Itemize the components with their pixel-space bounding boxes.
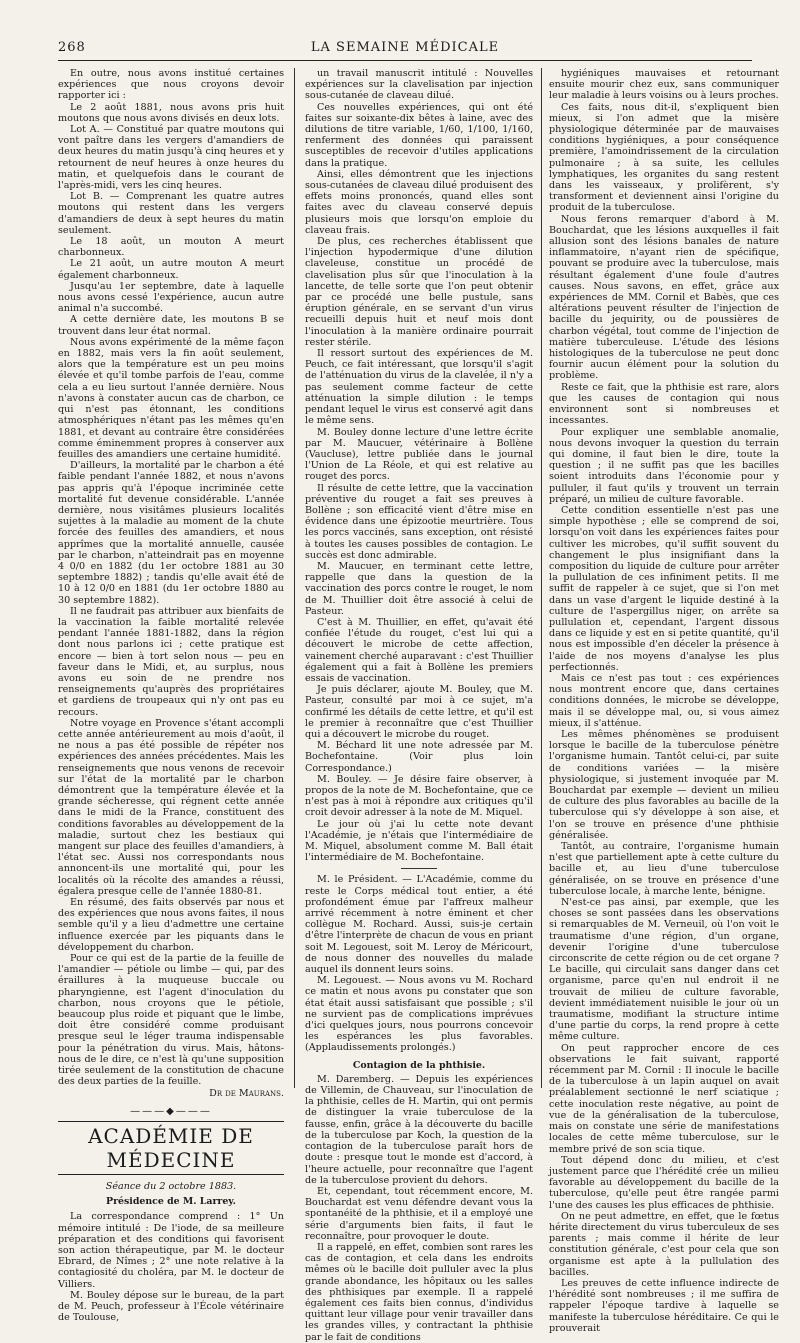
paragraph: Jusqu'au 1er septembre, date à laquelle nous avons cessé l'expérience, aucun autre animal n'a succombé. (58, 280, 284, 315)
author-signature: Dr de Maurans. (209, 1088, 284, 1100)
paragraph: Le jour où j'ai lu cette note devant l'Académie, je n'étais que l'intermédiaire de M. Miquel, absolument comme M. Ball était l'intermédiaire de M. Bochefontaine. (305, 818, 533, 864)
paragraph: M. Bouley dépose sur le bureau, de la part de M. Peuch, professeur à l'École vétérinaire de Toulouse, (58, 1289, 284, 1324)
paragraph: Le 21 août, un autre mouton A meurt également charbonneux. (58, 258, 284, 281)
paragraph: Reste ce fait, que la phthisie est rare, alors que les causes de contagion qui nous environnent sont si nombreuses et incessantes. (549, 381, 779, 427)
paragraph: En outre, nous avons institué certaines expériences que nous croyons devoir rapporter ici : (58, 68, 284, 102)
paragraph: hygiéniques mauvaises et retournant ensuite mourir chez eux, sans communiquer leur maladie à leurs voisins ou à leurs proches. (549, 68, 779, 102)
paragraph: Et, cependant, tout récemment encore, M. Bouchardat est venu défendre devant vous la spontanéité de la phthisie, et il a employé une série d'arguments bien faits, il faut le reconnaître, pour provoquer le doute. (305, 1185, 533, 1242)
paragraph: Mais ce n'est pas tout : ces expériences nous montrent encore que, dans certaines conditions données, le microbe se développe, mais il se développe mal, ou, si vous aimez mieux, il s'atténue. (549, 672, 779, 729)
paragraph: La correspondance comprend : 1° Un mémoire intitulé : De l'iode, de sa meilleure préparation et des conditions qui favorisent son action thérapeutique, par M. le docteur Ebrard, de Nîmes ; 2° une note relative à la contagiosité du choléra, par M. le docteur de Villiers. (58, 1211, 284, 1290)
paragraph: On ne peut admettre, en effet, que le fœtus hérite directement du virus tuberculeux de ses parents ; mais comme il hérite de leur constitution générale, c'est pour cela que son organisme est apte à la pullulation des bacilles. (549, 1210, 779, 1278)
column-divider (541, 68, 542, 1088)
section-ornament: ———◆——— (130, 1105, 212, 1117)
paragraph: Lot A. — Constitué par quatre moutons qui vont paître dans les vergers d'amandiers de deux heures du matin jusqu'à cinq heures et y retournent de neuf heures à onze heures du matin, et quelquefois dans le courant de l'après-midi, vers les cinq heures. (58, 124, 284, 192)
paragraph: En résumé, des faits observés par nous et des expériences que nous avons faites, il nous semble qu'il y a lieu d'admettre une certaine influence exercée par les piquants dans le développement du charbon. (58, 897, 284, 953)
column-1 (58, 68, 284, 1324)
paragraph: Ces nouvelles expériences, qui ont été faites sur soixante-dix bêtes à laine, avec des dilutions de titre variable, 1/60, 1/100, 1/160, renferment des données qui paraissent susceptibles de recevoir d'utiles applications dans la pratique. (305, 101, 533, 169)
paragraph: M. Bouley donne lecture d'une lettre écrite par M. Maucuer, vétérinaire à Bollène (Vaucluse), lettre publiée dans le journal l'Union de La Réole, et qui est relative au rouget des porcs. (305, 426, 533, 483)
subsection-heading: Contagion de la phthisie. (352, 1059, 486, 1071)
paragraph: Pour expliquer une semblable anomalie, nous devons invoquer la question du terrain qui domine, il faut bien le dire, toute la question ; il ne suffit pas que les bacilles soient introduits dans l'économie pour y pulluler, il faut qu'ils y trouvent un terrain préparé, un milieu de culture favorable. (549, 426, 779, 505)
paragraph: D'ailleurs, la mortalité par le charbon a été faible pendant l'année 1882, et nous n'avons pas appris qu'à l'époque incriminée cette mortalité fut devenue considérable. L'année dernière, nous visitâmes plusieurs localités sujettes à la maladie au moment de la chute forcée des feuilles des amandiers, et nous apprîmes que la mortalité annuelle, causée par le charbon, n'atteindrait pas en moyenne 4 0/0 en 1882 (du 1er octobre 1881 au 30 septembre 1882) ; tandis qu'elle avait été de 10 à 12 0/0 en 1881 (du 1er octobre 1880 au 30 septembre 1882). (58, 460, 284, 606)
paragraph: Pour ce qui est de la partie de la feuille de l'amandier — pétiole ou limbe — qui, par des éraillures à la muqueuse buccale ou pharyngienne, est l'agent d'inoculation du charbon, nous croyons que le pétiole, beaucoup plus roide et piquant que le limbe, doit être considéré comme produisant presque seul le léger trauma indispensable pour la pénétration du virus. Mais, hâtons-nous de le dire, ce n'est là qu'une supposition tirée seulement de la constitution de chacune des deux parties de la feuille. (58, 953, 284, 1088)
divider (401, 868, 437, 869)
paragraph: M. Bouley. — Je désire faire observer, à propos de la note de M. Bochefontaine, que ce n'est pas à moi à répondre aux critiques qu'il croit devoir adresser à la note de M. Miquel. (305, 773, 533, 819)
page-number: 268 (58, 40, 86, 55)
paragraph: M. Legouest. — Nous avons vu M. Rochard ce matin et nous avons pu constater que son état était aussi satisfaisant que possible ; s'il ne survient pas de complications imprévues d'ici quelques jours, nous pourrons concevoir les espérances les plus favorables. (Applaudissements prolongés.) (305, 975, 533, 1054)
paragraph: Les mêmes phénomènes se produisent lorsque le bacille de la tuberculose pénètre l'organisme humain. Tantôt celui-ci, par suite de conditions variées — la misère physiologique, si justement invoquée par M. Bouchardat par exemple — devient un milieu de culture des plus favorables au bacille de la tuberculose qui s'y développe à son aise, et l'on se trouve en présence d'une phthisie généralisée. (549, 728, 779, 841)
presidency-line: Présidence de M. Larrey. (106, 1196, 236, 1208)
paragraph: Il ressort surtout des expériences de M. Peuch, ce fait intéressant, que lorsqu'il s'agit de l'atténuation du virus de la clavelée, il n'y a pas seulement comme facteur de cette atténuation la simple dilution : le temps pendant lequel le virus est conservé agit dans le même sens. (305, 348, 533, 427)
paragraph: Il ne faudrait pas attribuer aux bienfaits de la vaccination la faible mortalité relevée pendant l'année 1881-1882, dans la région dont nous parlons ici ; cette pratique est encore — bien à tort selon nous — peu en faveur dans le Midi, et, au surplus, nous avons eu soin de ne prendre nos renseignements qu'auprès des propriétaires et gardiens de troupeaux qui n'y ont pas eu recours. (58, 605, 284, 718)
paragraph: M. Daremberg. — Depuis les expériences de Villemin, de Chauveau, sur l'inoculation de la phthisie, celles de H. Martin, qui ont permis de distinguer la vraie tuberculose de la fausse, enfin, grâce à la découverte du bacille de la tuberculose par Koch, la question de la contagion de la tuberculose paraît hors de doute : presque tout le monde est d'accord, à l'heure actuelle, pour reconnaître que l'agent de la tuberculose provient du dehors. (305, 1073, 533, 1186)
paragraph: Notre voyage en Provence s'étant accompli cette année antérieurement au mois d'août, il ne nous a pas été possible de répéter nos expériences des années précédentes. Mais les renseignements que nous venons de recevoir sur l'état de la mortalité par le charbon démontrent que la température élevée et la grande sécheresse, qui régnent cette année dans le midi de la France, constituent des conditions favorables au développement de la maladie, surtout chez les bestiaux qui mangent sur place des feuilles d'amandiers, à l'état sec. Aussi nos correspondants nous annoncent-ils une mortalité qui, pour les localités où la récolte des amandes a réussi, égalera presque celle de l'année 1880-81. (58, 717, 284, 897)
column-3 (549, 68, 779, 1334)
paragraph: Tantôt, au contraire, l'organisme humain n'est que partiellement apte à cette culture du bacille et, au lieu d'une tuberculose généralisée, on se trouve en présence d'une tuberculose locale, à marche lente, bénigne. (549, 841, 779, 897)
paragraph: Ainsi, elles démontrent que les injections sous-cutanées de claveau dilué produisent des effets moins prononcés, quand elles sont faites avec du claveau conservé depuis plusieurs mois que lorsqu'on emploie du claveau frais. (305, 168, 533, 236)
paragraph: Le 2 août 1881, nous avons pris huit moutons que nous avons divisés en deux lots. (58, 101, 284, 124)
paragraph: Je puis déclarer, ajoute M. Bouley, que M. Pasteur, consulté par moi à ce sujet, m'a confirmé les détails de cette lettre, et qu'il est le premier à reconnaître que c'est Thuillier qui a découvert le microbe du rouget. (305, 684, 533, 740)
section-title: ACADÉMIE DE MÉDECINE (58, 1121, 284, 1175)
paragraph: Nous ferons remarquer d'abord à M. Bouchardat, que les lésions auxquelles il fait allusion sont des lésions banales de nature inflammatoire, n'ayant rien de spécifique, pouvant se produire avec la tuberculose, mais résultant également d'une foule d'autres causes. Nous savons, en effet, grâce aux expériences de MM. Cornil et Babès, que ces altérations peuvent résulter de l'injection de bacille du jequirity, ou de poussières de charbon végétal, tout comme de l'injection de matière tuberculeuse. L'étude des lésions histologiques de la tuberculose ne peut donc fournir aucun élément pour la solution du problème. (549, 213, 779, 382)
session-date: Séance du 2 octobre 1883. (105, 1180, 237, 1192)
column-2 (305, 68, 533, 1343)
paragraph: Ces faits, nous dit-il, s'expliquent bien mieux, si l'on admet que la misère physiologique déterminée par de mauvaises conditions hygiéniques, a pour conséquence première, l'amoindrissement de la circulation pulmonaire ; à sa suite, les cellules lymphatiques, les organites du sang restent dans les vaisseaux, y prolifèrent, s'y transforment et deviennent ainsi l'origine du produit de la tuberculose. (549, 101, 779, 214)
paragraph: A cette dernière date, les moutons B se trouvent dans leur état normal. (58, 314, 284, 337)
page-header (58, 40, 752, 58)
paragraph: Cette condition essentielle n'est pas une simple hypothèse ; elle se comprend de soi, lorsqu'on voit dans les expériences faites pour cultiver les microbes, qu'il suffit souvent du changement le plus insignifiant dans la composition du liquide de culture pour arrêter la pullulation de ces infiniment petits. Il me suffit de rappeler à ce sujet, que si l'on met dans un vase d'argent le liquide destiné à la culture de l'aspergillus niger, on arrête sa pullulation et, cependant, l'argent dissous dans ce liquide y est en si petite quantité, qu'il nous est impossible d'en déceler la présence à l'aide de nos moyens d'analyse les plus perfectionnés. (549, 504, 779, 673)
paragraph: M. le Président. — L'Académie, comme du reste le Corps médical tout entier, a été profondément émue par l'affreux malheur arrivé récemment à notre éminent et cher collègue M. Rochard. Aussi, suis-je certain d'être l'interprète de chacun de vous en priant soit M. Legouest, soit M. Leroy de Méricourt, de nous donner des nouvelles du malade auquel ils donnent leurs soins. (305, 874, 533, 976)
paragraph: Il a rappelé, en effet, combien sont rares les cas de contagion, et cela dans les endroits mêmes où le bacille doit pulluler avec la plus grande abondance, les hôpitaux ou les salles des phthisiques par exemple. Il a rappelé également ces faits bien connus, d'individus quittant leur village pour venir travailler dans les grandes villes, y contractant la phthisie par le fait de conditions (305, 1241, 533, 1343)
column-divider (294, 68, 295, 1088)
paragraph: C'est à M. Thuillier, en effet, qu'avait été confiée l'étude du rouget, c'est lui qui a découvert le microbe de cette affection, vainement cherché auparavant : c'est Thuillier également qui a fait à Bollène les premiers essais de vaccination. (305, 616, 533, 684)
paragraph: Nous avons expérimenté de la même façon en 1882, mais vers la fin août seulement, alors que la température est un peu moins élevée et qu'il tombe parfois de l'eau, comme cela a eu lieu surtout l'année dernière. Nous n'avons à constater aucun cas de charbon, ce qui n'est pas étonnant, les conditions atmosphériques n'étant pas les mêmes qu'en 1881, et devant au contraire être considérées comme éminemment propres à conserver aux feuilles des amandiers une certaine humidité. (58, 336, 284, 460)
paragraph: N'est-ce pas ainsi, par exemple, que les choses se sont passées dans les observations si remarquables de M. Verneuil, où l'on voit le traumatisme d'une région, d'un organe, devenir l'origine d'une tuberculose circonscrite de cette région ou de cet organe ? Le bacille, qui circulait sans danger dans cet organisme, parce qu'en nul endroit il ne trouvait de milieu de culture favorable, devient immédiatement nuisible le jour où un traumatisme, modifiant la structure intime d'une partie du corps, la rend propre à cette même culture. (549, 897, 779, 1043)
paragraph: On peut rapprocher encore de ces observations le fait suivant, rapporté récemment par M. Cornil : Il inocule le bacille de la tuberculose à un lapin auquel on avait préalablement sectionné le nerf sciatique ; cette inoculation reste négative, au point de vue de la généralisation de la tuberculose, mais on constate une série de manifestations locales de cette même tuberculose, sur le membre privé de son scia tique. (549, 1042, 779, 1155)
paragraph: De plus, ces recherches établissent que l'injection hypodermique d'une dilution claveleuse, constitue un procédé de clavelisation plus sûr que l'inoculation à la lancette, de telle sorte que l'on peut obtenir par ce procédé une belle pustule, sans éruption générale, en se servant d'un virus recueilli depuis huit et neuf mois dont l'inoculation à la manière ordinaire pourrait rester stérile. (305, 236, 533, 348)
paragraph: Les preuves de cette influence indirecte de l'hérédité sont nombreuses ; il me suffira de rappeler l'époque tardive à laquelle se manifeste la tuberculose héréditaire. Ce qui le prouverait (549, 1277, 779, 1334)
header-rule (58, 60, 752, 61)
paragraph: Lot B. — Comprenant les quatre autres moutons qui restent dans les vergers d'amandiers de deux à sept heures du matin seulement. (58, 191, 284, 236)
paragraph: Il résulte de cette lettre, que la vaccination préventive du rouget a fait ses preuves à Bollène ; son efficacité vient d'être mise en évidence dans une épizootie meurtrière. Tous les porcs vaccinés, sans exception, ont résisté à toutes les causes possibles de contagion. Le succès est donc admirable. (305, 482, 533, 561)
paragraph: Le 18 août, un mouton A meurt charbonneux. (58, 236, 284, 259)
journal-title: LA SEMAINE MÉDICALE (310, 40, 500, 55)
paragraph: un travail manuscrit intitulé : Nouvelles expériences sur la clavelisation par injection sous-cutanée de claveau dilué. (305, 68, 533, 102)
paragraph: Tout dépend donc du milieu, et c'est justement parce que l'hérédité crée un milieu favorable au développement du bacille de la tuberculose, qu'elle peut être rangée parmi l'une des causes les plus efficaces de phthisie. (549, 1154, 779, 1211)
paragraph: M. Béchard lit une note adressée par M. Bochefontaine. (Voir plus loin Correspondance.) (305, 740, 533, 774)
paragraph: M. Maucuer, en terminant cette lettre, rappelle que dans la question de la vaccination des porcs contre le rouget, le nom de M. Thuillier doit être associé à celui de Pasteur. (305, 560, 533, 617)
